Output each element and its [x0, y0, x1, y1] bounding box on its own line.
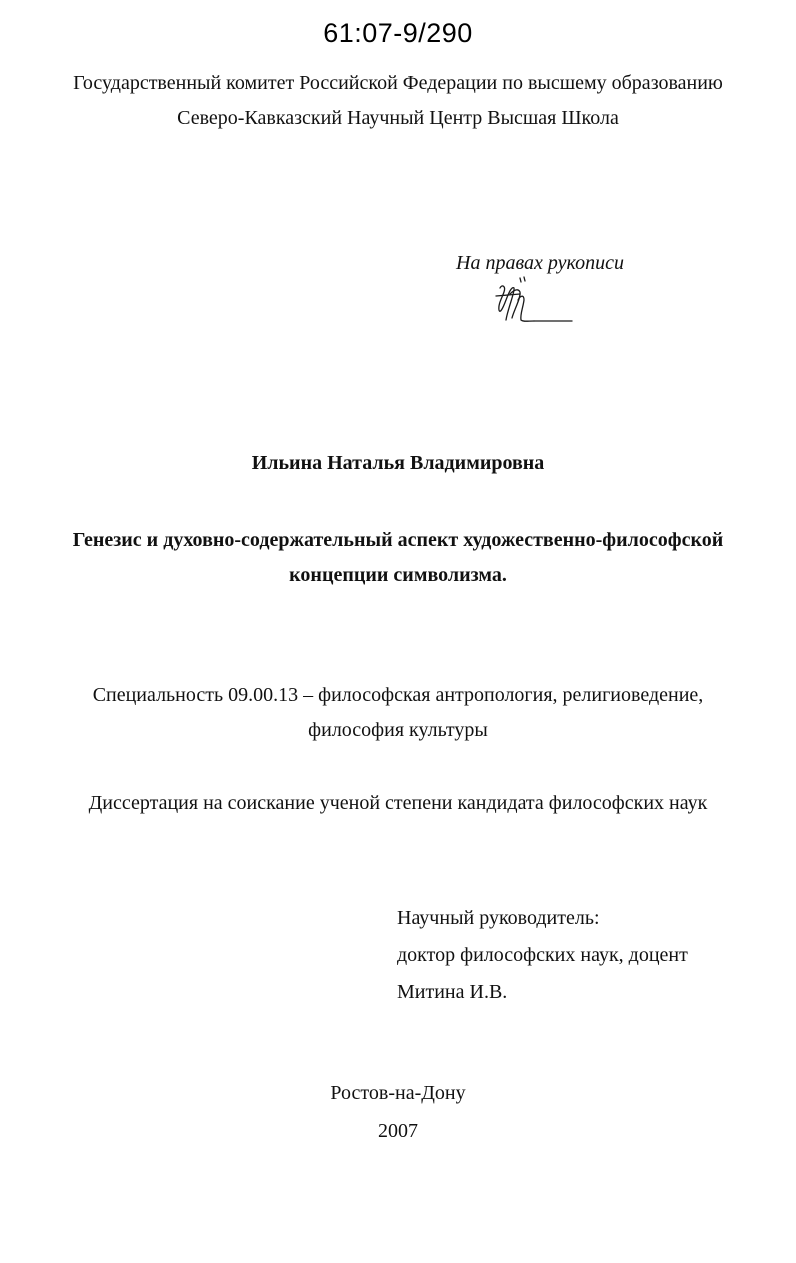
supervisor-label: Научный руководитель: [397, 907, 600, 929]
supervisor-credentials: доктор философских наук, доцент [397, 944, 688, 966]
handwritten-signature [490, 274, 580, 330]
dissertation-title-line-2: концепции символизма. [289, 564, 507, 586]
degree-statement: Диссертация на соискание ученой степени кандидата философских наук [88, 792, 708, 814]
center-heading: Северо-Кавказский Научный Центр Высшая Школа [177, 107, 619, 129]
dissertation-title-line-1: Генезис и духовно-содержательный аспект художественно-философской [72, 529, 724, 551]
year: 2007 [378, 1120, 418, 1142]
archive-code: 61:07-9/290 [323, 18, 473, 48]
specialty-line-2: философия культуры [308, 719, 488, 741]
committee-heading: Государственный комитет Российской Федерации по высшему образованию [73, 72, 723, 94]
manuscript-note: На правах рукописи [456, 252, 624, 274]
supervisor-name: Митина И.В. [397, 981, 508, 1003]
city: Ростов-на-Дону [330, 1082, 466, 1104]
supervisor-block [397, 900, 688, 1011]
specialty-line-1: Специальность 09.00.13 – философская антропология, религиоведение, [92, 684, 704, 706]
author-name: Ильина Наталья Владимировна [251, 452, 545, 474]
